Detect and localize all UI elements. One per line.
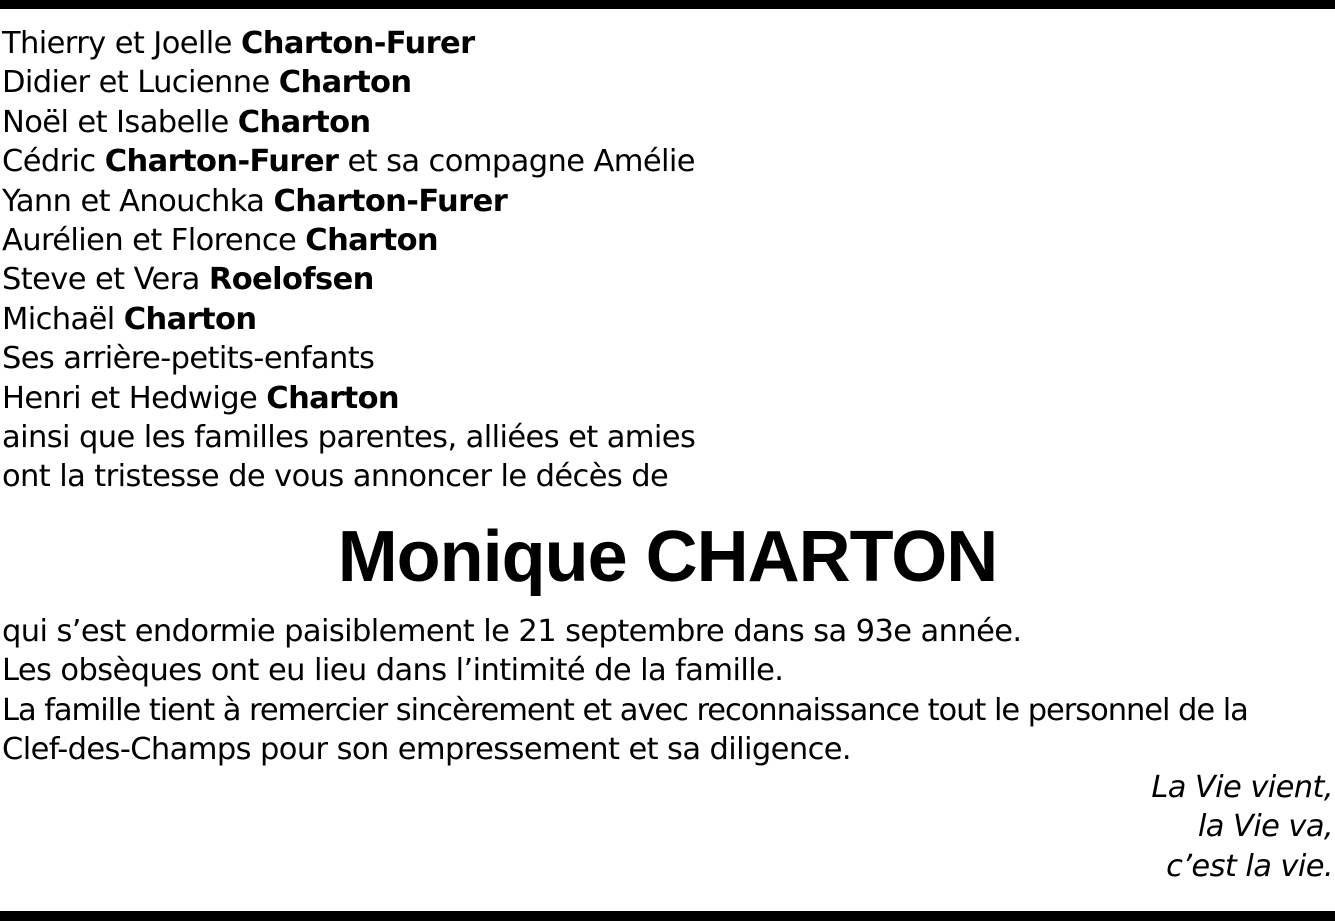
family-member-line [2,63,695,102]
quote-line: la Vie va, [1197,809,1333,845]
surname: Charton-Furer [273,183,508,219]
surname: Charton [278,65,412,101]
family-member-line [2,24,695,63]
family-member-line [2,103,695,142]
surname: Charton [266,380,400,416]
quote-line: La Vie vient, [1151,770,1333,805]
surname: Charton [123,301,257,337]
body-line: qui s’est endormie paisiblement le 21 septembre dans sa 93e année. [2,614,1022,649]
given-names: Ses arrière-petits-enfants [2,341,375,377]
family-member-line [2,339,695,378]
family-member-line [2,142,695,181]
family-member-line [2,182,695,221]
body-line: Clef-des-Champs pour son empressement et sa diligence. [2,732,852,768]
given-names: Yann et Anouchka [2,183,265,219]
family-member-line [2,221,695,260]
given-names: Steve et Vera [2,262,200,298]
surname: Charton [237,104,371,140]
intro-line: ainsi que les familles parentes, alliées et amies [2,419,696,455]
surname: Charton [305,222,439,258]
bottom-border-rule [0,911,1335,921]
family-member-line [2,379,695,418]
given-names: Cédric [2,144,96,180]
announcement-body [2,612,1335,770]
intro-line: ont la tristesse de vous annoncer le décès de [2,459,669,495]
given-names: Michaël [2,301,115,337]
given-names: Didier et Lucienne [2,65,270,101]
companion-note: et sa compagne Amélie [347,144,695,180]
family-members-list [2,24,695,497]
deceased-name: Monique CHARTON [337,517,998,597]
surname: Charton-Furer [240,26,475,61]
given-names: Thierry et Joelle [2,26,232,61]
given-names: Aurélien et Florence [2,222,297,258]
quote-line: c’est la vie. [1166,848,1333,884]
family-member-line [2,260,695,299]
top-border-rule [0,0,1335,9]
family-member-line [2,300,695,339]
body-line: La famille tient à remercier sincèrement et avec reconnaissance tout le personnel de la [2,692,1248,728]
surname: Roelofsen [208,262,374,298]
body-line: Les obsèques ont eu lieu dans l’intimité de la famille. [2,653,784,689]
given-names: Noël et Isabelle [2,104,229,140]
given-names: Henri et Hedwige [2,380,258,416]
closing-quote [1151,768,1333,886]
surname: Charton-Furer [104,144,339,180]
